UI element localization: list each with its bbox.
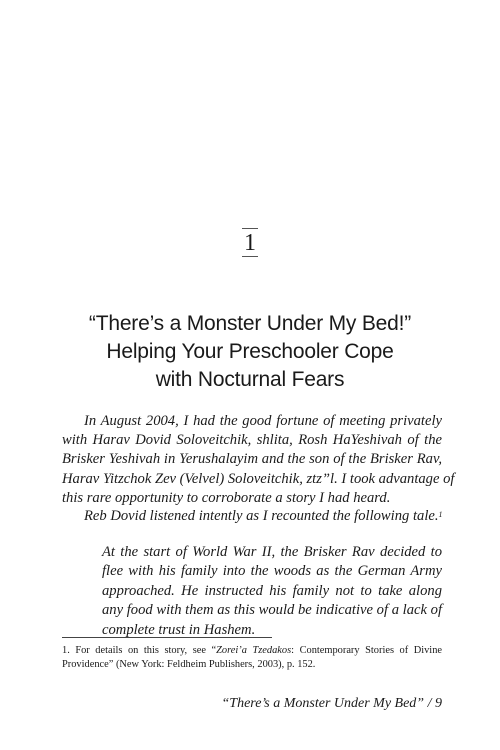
footnote: [62, 644, 442, 672]
footnote-italic-title: Zorei’a Tzedakos: [216, 645, 292, 656]
footnote-divider: [62, 637, 272, 638]
paragraph-1-line-4: Harav Yitzchok Zev (Velvel) Soloveitchik, ztz”l. I took advantage of: [62, 470, 455, 487]
chapter-title-line-2: Helping Your Preschooler Cope: [106, 340, 394, 363]
block-quote-line-1: At the start of World War II, the Brisker Rav decided to: [102, 544, 442, 560]
chapter-title-line-1: “There’s a Monster Under My Bed!”: [88, 312, 412, 335]
paragraph-2-line: [62, 507, 442, 526]
paragraph-1: [62, 412, 455, 508]
footnote-line-1-rest: : Contemporary Stories of Divine: [291, 645, 443, 656]
paragraph-1-line-5: this rare opportunity to corroborate a story I had heard.: [62, 489, 391, 506]
paragraph-2-text: Reb Dovid listened intently as I recounted the following tale.: [84, 508, 439, 524]
paragraph-2: [62, 507, 442, 526]
block-quote-line-5: complete trust in Hashem.: [102, 621, 256, 638]
block-quote-line-4: any food with them as this would be indicative of a lack of: [102, 602, 442, 619]
footnote-line-1: [62, 644, 442, 658]
chapter-number: [0, 228, 500, 257]
footnote-line-2: Providence” (New York: Feldheim Publishers, 2003), p. 152.: [62, 659, 316, 670]
paragraph-1-line-1: In August 2004, I had the good fortune of meeting privately: [84, 413, 442, 429]
footnote-marker[interactable]: 1: [438, 510, 443, 519]
block-quote-line-2: flee with his family into the woods as the German Army: [102, 563, 442, 580]
chapter-title: [0, 310, 500, 394]
block-quote: [102, 543, 442, 640]
paragraph-1-line-2: with Harav Dovid Soloveitchik, shlita, Rosh HaYeshivah of the: [62, 432, 442, 449]
chapter-title-line-3: with Nocturnal Fears: [155, 368, 345, 391]
chapter-number-text: 1: [244, 230, 256, 256]
running-footer: “There’s a Monster Under My Bed” / 9: [221, 696, 442, 711]
block-quote-line-3: approached. He instructed his family not to take along: [102, 582, 442, 599]
paragraph-1-line-3: Brisker Yeshivah in Yerushalayim and the son of the Brisker Rav,: [62, 451, 442, 468]
footnote-prefix: 1. For details on this story, see “: [62, 645, 217, 656]
